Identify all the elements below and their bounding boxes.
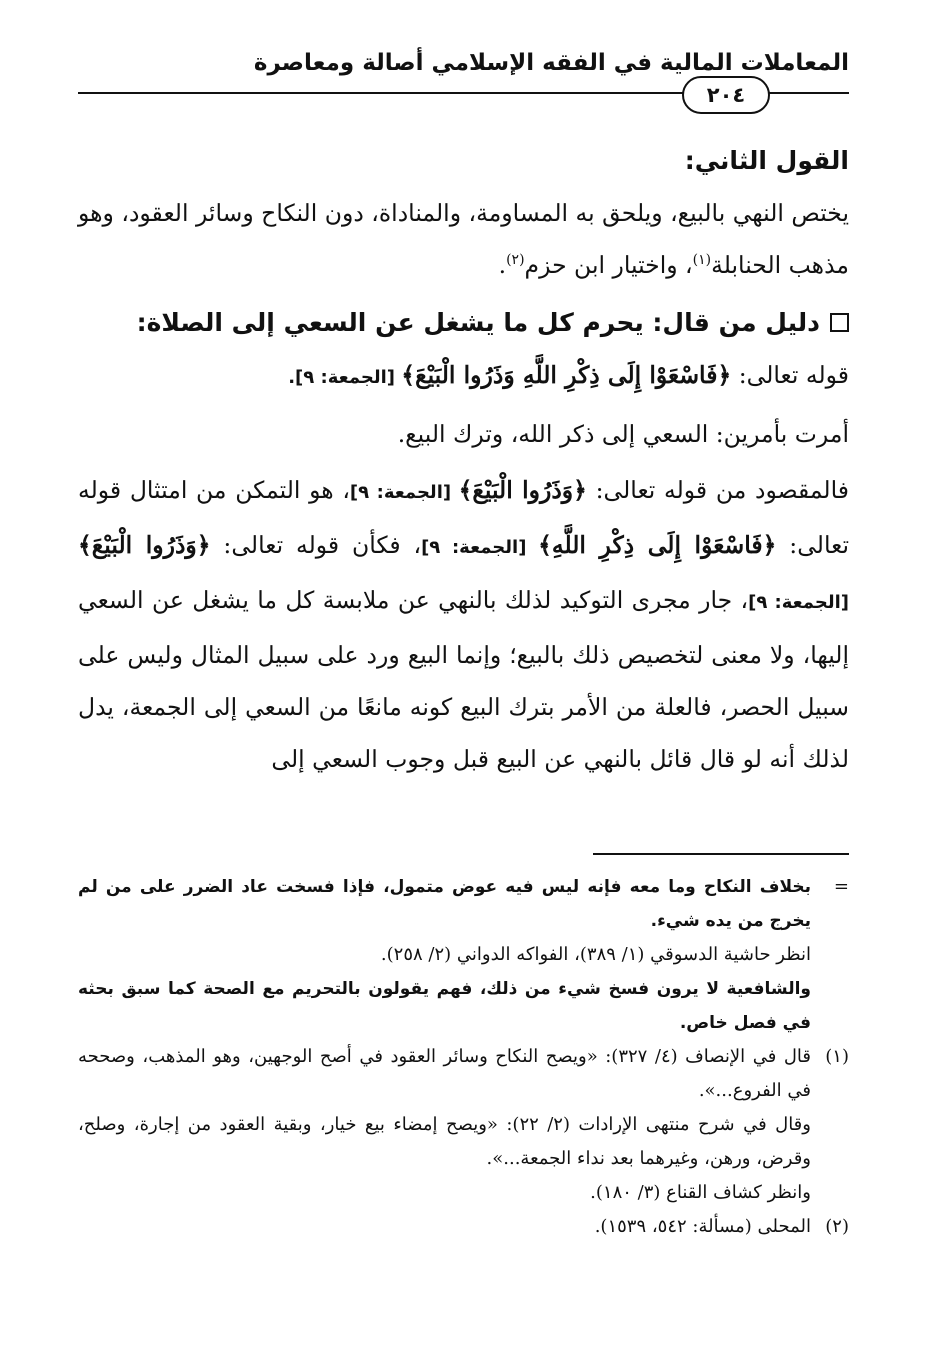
footnote-1-number: (١) [825,1046,849,1067]
p2-text: قوله تعالى: [731,361,849,389]
main-text [78,135,849,785]
square-bullet-icon [830,313,849,332]
evidence-heading-text: دليل من قال: يحرم كل ما يشغل عن السعي إلى الصلاة: [136,308,820,337]
verse-reference-1: [الجمعة: ٩]. [288,367,402,388]
quran-verse-4: ﴿وَذَرُوا الْبَيْعَ﴾ [78,531,211,559]
p3-text: أمرت بأمرين: السعي إلى ذكر الله، وترك البيع. [397,420,849,448]
footnote-ref-1: (١) [692,252,712,269]
footnote-1-text-b: وقال في شرح منتهى الإرادات (٢/ ٢٢): «ويصح إمضاء بيع خيار، وبقية العقود من إجارة، وصلح، وقرض، ورهن، وغيرهما بعد نداء الجمعة...». [78,1114,811,1169]
section-label: القول الثاني: [684,146,849,175]
footnotes [78,870,849,1244]
paragraph-2 [78,349,849,404]
footnote-1 [78,1040,849,1210]
paragraph-1 [78,187,849,291]
section-label-line [78,135,849,187]
footnote-separator [593,853,849,855]
paragraph-4 [78,464,849,785]
p1-text-b: ، واختيار ابن حزم [524,251,693,279]
continuation-marker: = [833,876,849,897]
verse-reference-4: [الجمعة: ٩] [748,592,849,613]
p1-text-a: يختص النهي بالبيع، ويلحق به المساومة، والمناداة، دون النكاح وسائر العقود، وهو مذهب الحنابلة [78,199,849,279]
quran-verse-2: ﴿وَذَرُوا الْبَيْعَ﴾ [458,476,587,504]
footnote-2 [78,1210,849,1244]
verse-reference-3: [الجمعة: ٩] [421,537,539,558]
footnote-2-text: المحلى (مسألة: ٥٤٢، ١٥٣٩). [594,1216,811,1237]
footnote-2-number: (٢) [825,1216,849,1237]
footnote-cont-line-3: والشافعية لا يرون فسخ شيء من ذلك، فهم يقولون بالتحريم مع الصحة كما سبق بحثه في فصل خاص. [78,979,811,1033]
p4-text-a: فالمقصود من قوله تعالى: [586,476,849,504]
quran-verse-3: ﴿فَاسْعَوْا إِلَى ذِكْرِ اللَّهِ﴾ [538,531,777,559]
evidence-heading [78,297,849,349]
footnote-continuation-body [78,870,811,1040]
footnote-2-body [78,1210,811,1244]
page-number: ٢٠٤ [682,76,770,114]
footnote-continuation [78,870,849,1040]
p4-text-d: ، جار مجرى التوكيد لذلك بالنهي عن ملابسة كل ما يشغل عن السعي إليها، ولا معنى لتخصيص ذلك بالبيع؛ وإنما البيع ورد على سبيل المثال وليس على سبيل الحصر، فالعلة من الأمر بترك البيع كونه مانعًا من السعي إلى الجمعة، يدل لذلك أنه لو قال قائل بالنهي عن البيع قبل وجوب السعي إلى [78,586,849,773]
quran-verse-1: ﴿فَاسْعَوْا إِلَى ذِكْرِ اللَّهِ وَذَرُوا الْبَيْعَ﴾ [401,361,732,389]
footnote-1-text-c: وانظر كشاف القناع (٣/ ١٨٠). [590,1182,811,1203]
paragraph-3 [78,408,849,460]
p4-text-c: ، فكأن قوله تعالى: [210,531,422,559]
footnote-1-body [78,1040,811,1210]
footnote-cont-line-2: انظر حاشية الدسوقي (١/ ٣٨٩)، الفواكه الدواني (٢/ ٢٥٨). [380,944,811,965]
footnote-1-text-a: قال في الإنصاف (٤/ ٣٢٧): «ويصح النكاح وسائر العقود في أصح الوجهين، وهو المذهب، وصححه في الفروع...». [78,1046,811,1101]
footnote-ref-2: (٢) [506,252,525,269]
running-title: المعاملات المالية في الفقه الإسلامي أصالة ومعاصرة [253,50,849,76]
footnote-cont-line-1: بخلاف النكاح وما معه فإنه ليس فيه عوض متمول، فإذا فسخت عاد الضرر على من لم يخرج من يده شيء. [78,877,811,931]
p4-text-b: ، هو التمكن من امتثال قوله تعالى: [78,476,849,559]
verse-reference-2: [الجمعة: ٩] [349,482,459,503]
p1-text-c: . [498,251,507,279]
